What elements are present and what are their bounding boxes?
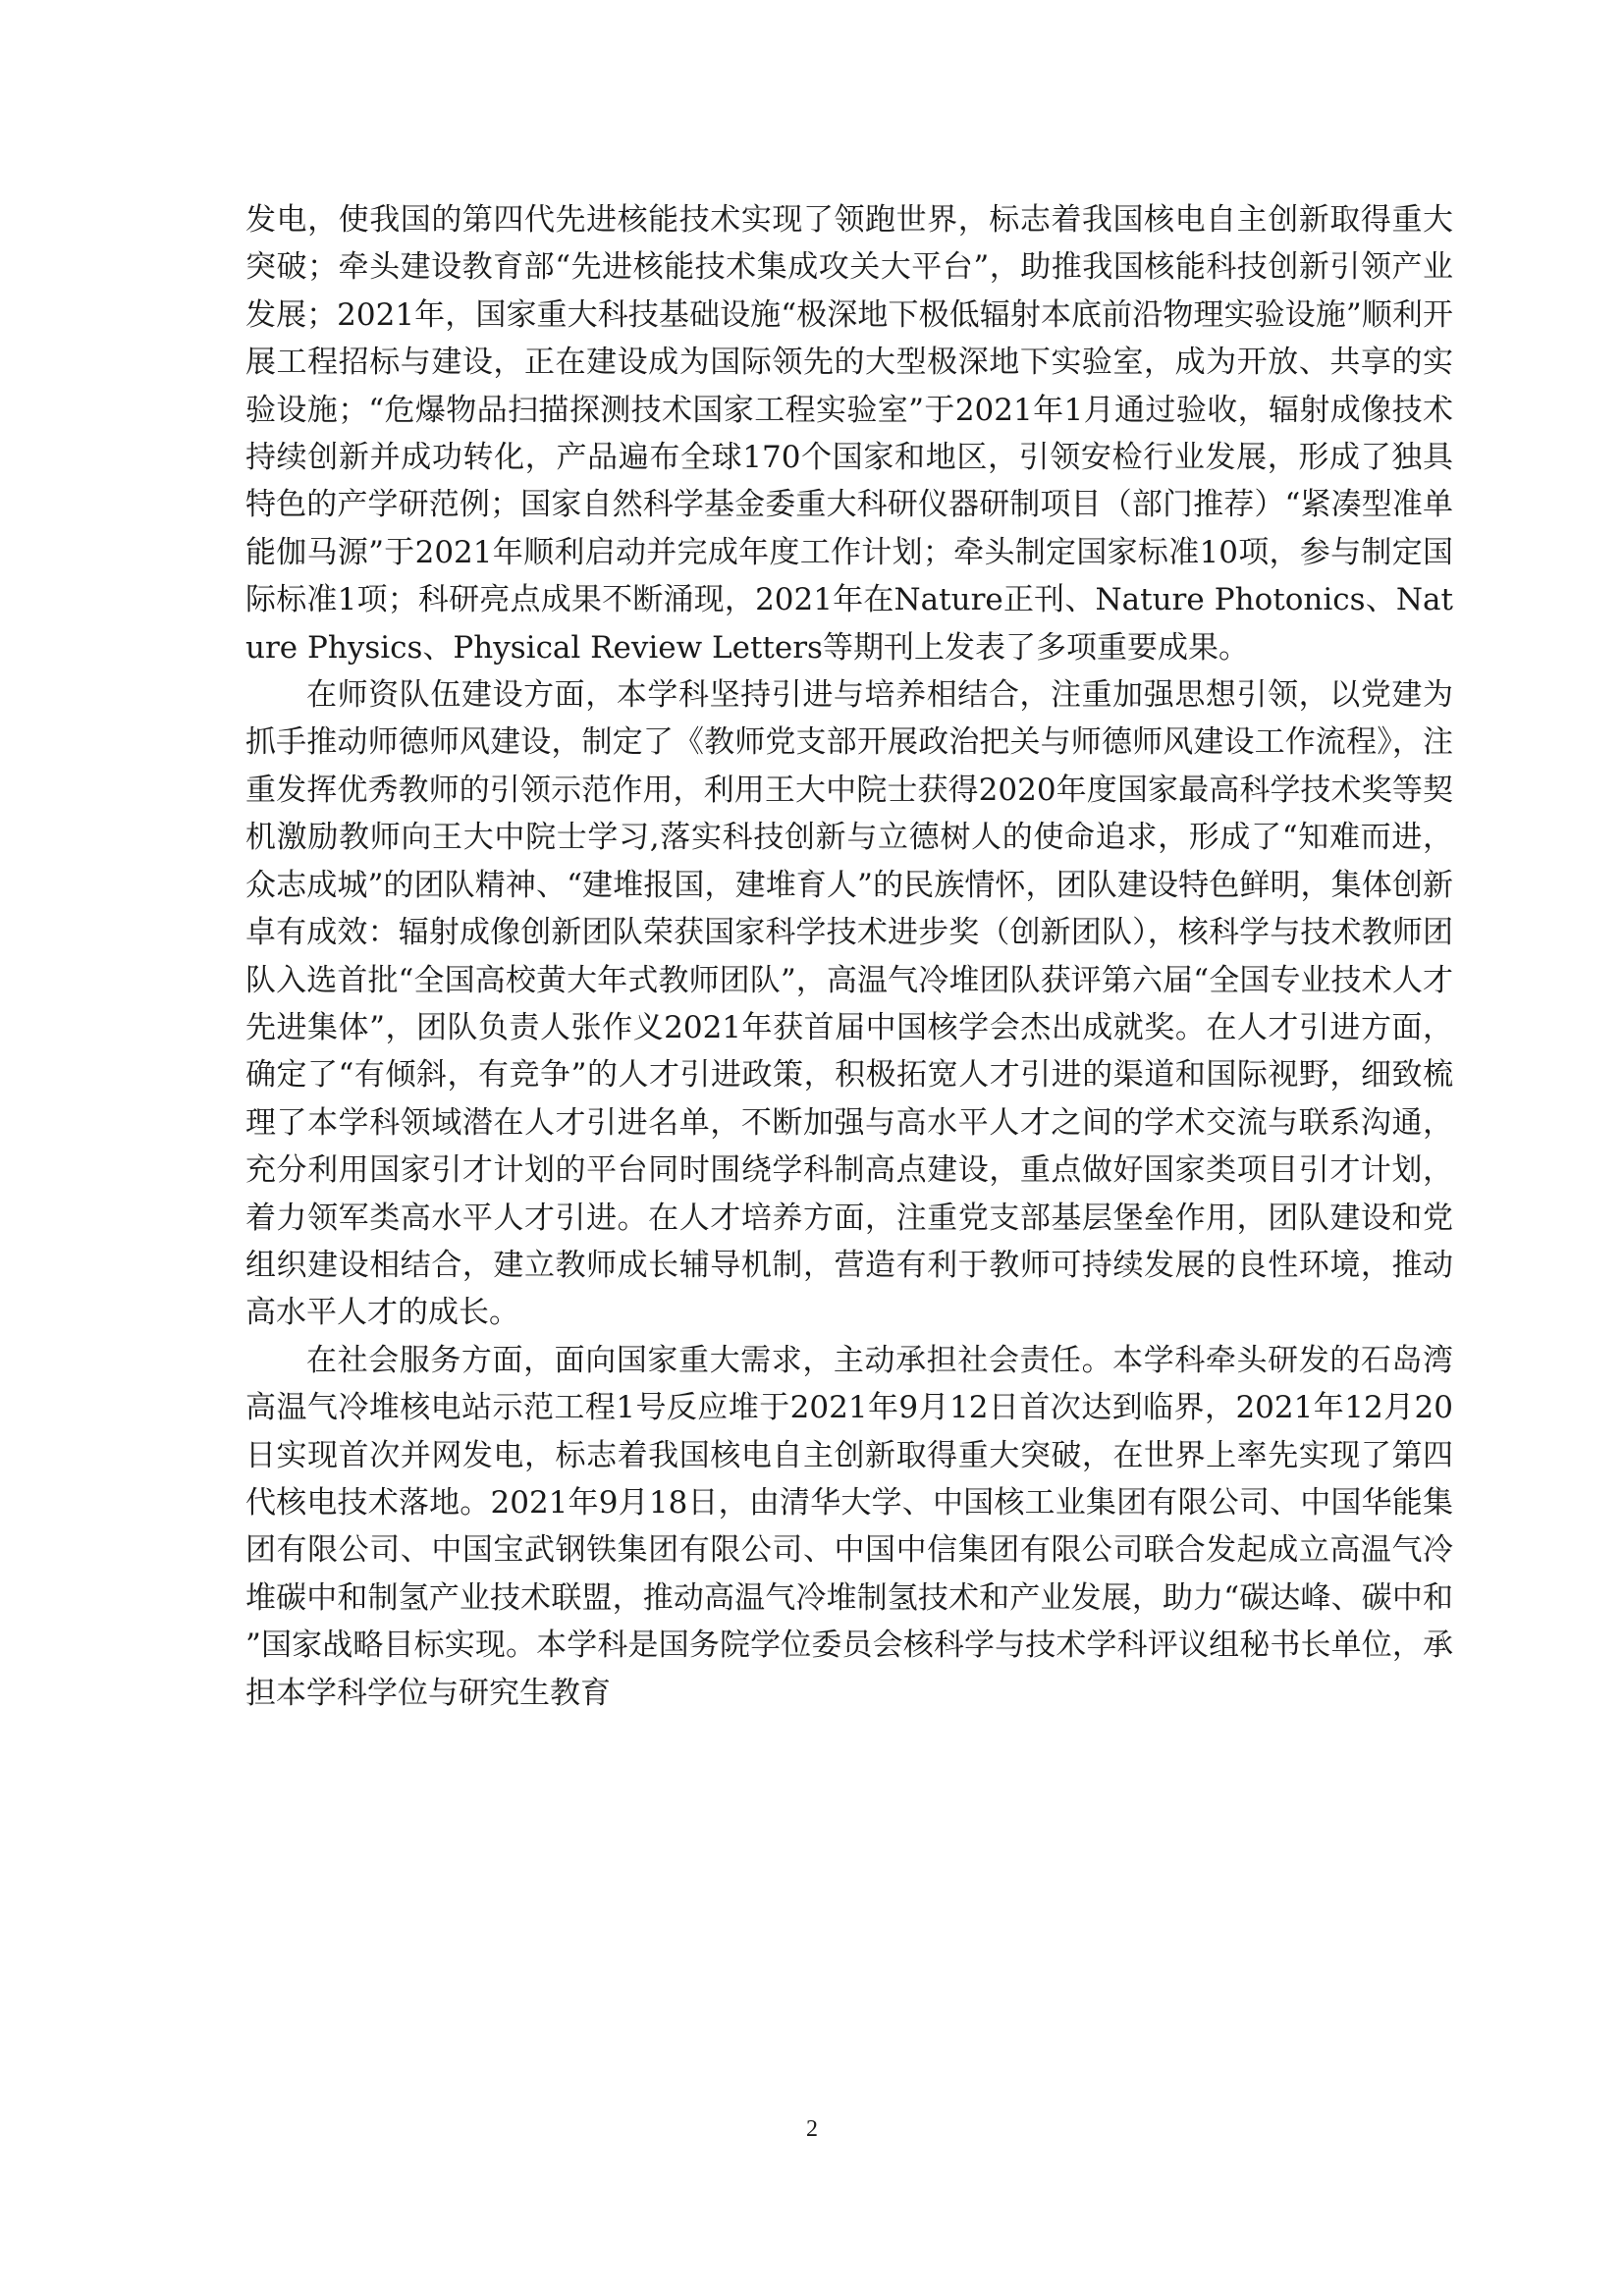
body-text (245, 196, 1453, 1717)
paragraph-research-continuation: 发电，使我国的第四代先进核能技术实现了领跑世界，标志着我国核电自主创新取得重大突破；牵头建设教育部“先进核能技术集成攻关大平台”，助推我国核能科技创新引领产业发展；2021年，国家重大科技基础设施“极深地下极低辐射本底前沿物理实验设施”顺利开展工程招标与建设，正在建设成为国际领先的大型极深地下实验室，成为开放、共享的实验设施；“危爆物品扫描探测技术国家工程实验室”于2021年1月通过验收，辐射成像技术持续创新并成功转化，产品遍布全球170个国家和地区，引领安检行业发展，形成了独具特色的产学研范例；国家自然科学基金委重大科研仪器研制项目（部门推荐）“紧凑型准单能伽马源”于2021年顺利启动并完成年度工作计划；牵头制定国家标准10项，参与制定国际标准1项；科研亮点成果不断涌现，2021年在Nature正刊、Nature Photonics、Nature Physics、Physical Review Letters等期刊上发表了多项重要成果。 (245, 202, 1453, 666)
paragraph-faculty-development: 在师资队伍建设方面，本学科坚持引进与培养相结合，注重加强思想引领，以党建为抓手推动师德师风建设，制定了《教师党支部开展政治把关与师德师风建设工作流程》，注重发挥优秀教师的引领示范作用，利用王大中院士获得2020年度国家最高科学技术奖等契机激励教师向王大中院士学习,落实科技创新与立德树人的使命追求，形成了“知难而进，众志成城”的团队精神、“建堆报国，建堆育人”的民族情怀，团队建设特色鲜明，集体创新卓有成效：辐射成像创新团队荣获国家科学技术进步奖（创新团队），核科学与技术教师团队入选首批“全国高校黄大年式教师团队”，高温气冷堆团队获评第六届“全国专业技术人才先进集体”，团队负责人张作义2021年获首届中国核学会杰出成就奖。在人才引进方面，确定了“有倾斜，有竞争”的人才引进政策，积极拓宽人才引进的渠道和国际视野，细致梳理了本学科领域潜在人才引进名单，不断加强与高水平人才之间的学术交流与联系沟通，充分利用国家引才计划的平台同时围绕学科制高点建设，重点做好国家类项目引才计划，着力领军类高水平人才引进。在人才培养方面，注重党支部基层堡垒作用，团队建设和党组织建设相结合，建立教师成长辅导机制，营造有利于教师可持续发展的良性环境，推动高水平人才的成长。 (245, 677, 1453, 1331)
paragraph-social-service: 在社会服务方面，面向国家重大需求，主动承担社会责任。本学科牵头研发的石岛湾高温气冷堆核电站示范工程1号反应堆于2021年9月12日首次达到临界，2021年12月20日实现首次并网发电，标志着我国核电自主创新取得重大突破，在世界上率先实现了第四代核电技术落地。2021年9月18日，由清华大学、中国核工业集团有限公司、中国华能集团有限公司、中国宝武钢铁集团有限公司、中国中信集团有限公司联合发起成立高温气冷堆碳中和制氢产业技术联盟，推动高温气冷堆制氢技术和产业发展，助力“碳达峰、碳中和”国家战略目标实现。本学科是国务院学位委员会核科学与技术学科评议组秘书长单位，承担本学科学位与研究生教育 (245, 1342, 1453, 1711)
page-number: 2 (806, 2116, 818, 2142)
